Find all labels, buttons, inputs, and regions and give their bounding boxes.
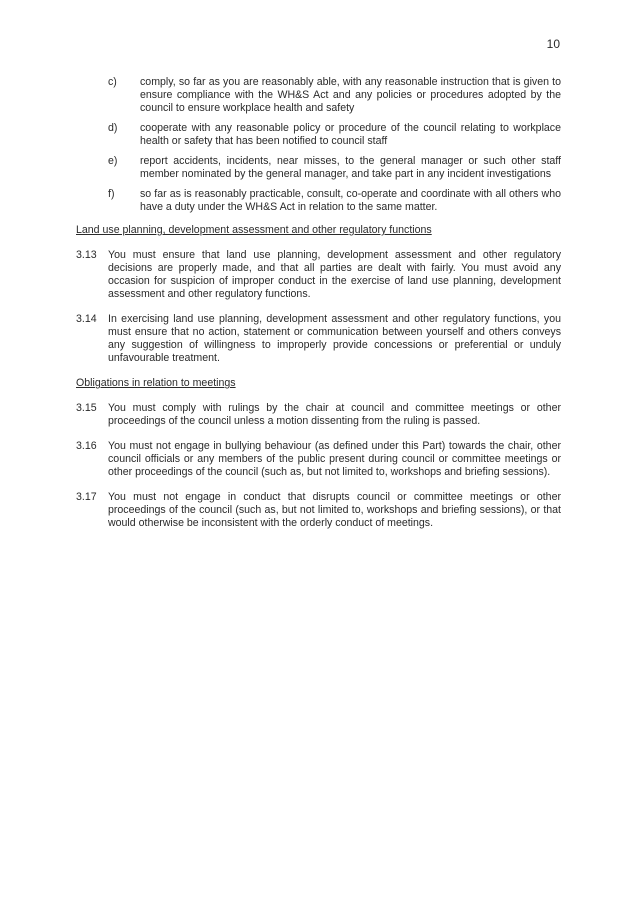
section-heading-meetings: Obligations in relation to meetings [76, 377, 236, 389]
clause-text: In exercising land use planning, development assessment and other regulatory functions, you must ensure that no action, statement or communication between yourself and others conveys any suggestion of willingness to improperly provide concessions or preferential or unduly unfavourable treatment. [108, 313, 561, 364]
clause-number: 3.15 [76, 402, 97, 414]
clause-number: 3.14 [76, 313, 97, 325]
document-body [76, 76, 561, 542]
list-marker: d) [108, 122, 118, 134]
list-item-text: so far as is reasonably practicable, consult, co-operate and coordinate with all others who have a duty under the WH&S Act in relation to the same matter. [140, 188, 561, 213]
list-item-text: comply, so far as you are reasonably able, with any reasonable instruction that is given to ensure compliance with the WH&S Act and any policies or procedures adopted by the council to ensure workplace health and safety [140, 76, 561, 114]
clause-3-14 [76, 313, 561, 365]
clause-3-17 [76, 491, 561, 530]
clause-number: 3.17 [76, 491, 97, 503]
clause-text: You must not engage in conduct that disrupts council or committee meetings or other proceedings of the council (such as, but not limited to, workshops and briefing sessions), or that would otherwise be inconsistent with the orderly conduct of meetings. [108, 491, 561, 529]
clause-3-16 [76, 440, 561, 479]
list-item-d [76, 122, 561, 148]
clause-text: You must ensure that land use planning, development assessment and other regulatory decisions are properly made, and that all parties are dealt with fairly. You must avoid any occasion for suspicion of improper conduct in the exercise of land use planning, development assessment and other regulatory functions. [108, 249, 561, 300]
list-item-c [76, 76, 561, 115]
list-marker: c) [108, 76, 117, 88]
page-number: 10 [546, 37, 560, 51]
section-heading-land-use: Land use planning, development assessment and other regulatory functions [76, 224, 432, 236]
clause-text: You must not engage in bullying behaviour (as defined under this Part) towards the chair, other council officials or any members of the public present during council or committee meetings or other proceedings of the council (such as, but not limited to, workshops and briefing sessions). [108, 440, 561, 478]
list-marker: f) [108, 188, 115, 200]
list-item-text: report accidents, incidents, near misses, to the general manager or such other staff member nominated by the general manager, and take part in any incident investigations [140, 155, 561, 180]
clause-3-15 [76, 402, 561, 428]
list-item-text: cooperate with any reasonable policy or procedure of the council relating to workplace health or safety that has been notified to council staff [140, 122, 561, 147]
clause-3-13 [76, 249, 561, 301]
clause-text: You must comply with rulings by the chair at council and committee meetings or other proceedings of the council unless a motion dissenting from the ruling is passed. [108, 402, 561, 427]
list-item-e [76, 155, 561, 181]
clause-number: 3.13 [76, 249, 97, 261]
clause-number: 3.16 [76, 440, 97, 452]
list-marker: e) [108, 155, 118, 167]
list-item-f [76, 188, 561, 214]
